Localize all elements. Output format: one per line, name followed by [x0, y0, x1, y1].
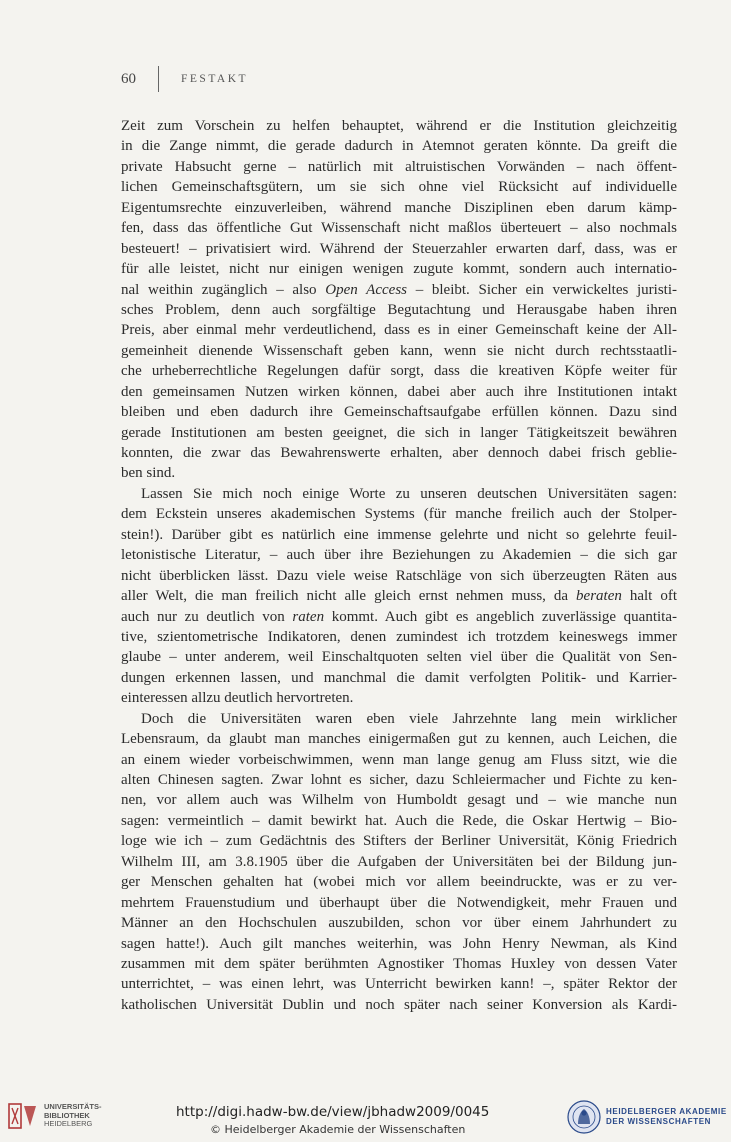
text-segment: ger Menschen gehalten hat (wobei mich vor allem beeindruckte, was er zu ver-: [121, 874, 677, 891]
academy-seal-icon: [566, 1099, 602, 1135]
ub-line-3: HEIDELBERG: [44, 1119, 93, 1129]
text-segment: alten Chinesen sagten. Zwar lohnt es sicher, dazu Schleiermacher und Fichte zu ken-: [121, 772, 677, 788]
text-line: [121, 668, 677, 688]
text-line: [121, 770, 677, 790]
text-segment: in die Zange nimmt, die gerade dadurch in Atemnot geraten könnte. Da greift die: [121, 138, 677, 155]
text-segment: an einem wieder vorbeischwimmen, wenn man lange genug am Fluss sitzt, wie die: [121, 751, 677, 768]
hadw-logo[interactable]: [566, 1099, 727, 1135]
text-segment: sagen: vermeintlich – damit bewirkt hat. Auch die Rede, die Oskar Hertwig – Bio-: [121, 812, 677, 829]
text-segment: für alle leistet, nicht nur einigen wenigen zugute kommt, sondern auch internatio-: [121, 261, 677, 278]
ub-line-1: UNIVERSITÄTS-: [44, 1102, 102, 1112]
text-segment: ben sind.: [121, 465, 176, 482]
text-segment: unterrichtet, – was einen lehrt, was Unterricht bewirken kann! –, später Rektor der: [121, 976, 677, 993]
text-segment: stein!). Darüber gibt es natürlich eine immense gelehrte und nicht so gelehrte feuil-: [121, 526, 677, 543]
text-line: [121, 545, 677, 565]
text-line: [121, 607, 677, 627]
text-line: [121, 627, 677, 647]
text-line: [121, 831, 677, 851]
text-line: [121, 586, 677, 606]
text-segment: besteuert! – privatisiert wird. Während der Steuerzahler erwarten darf, dass, was er: [121, 240, 677, 257]
text-segment: sagen hatte!). Auch gilt manches weiterhin, was John Henry Newman, als Kind: [121, 935, 677, 952]
italic-text: beraten: [576, 588, 622, 605]
text-line: [121, 218, 677, 238]
text-line: [121, 280, 677, 300]
text-line: [121, 116, 677, 136]
footer: [0, 1090, 731, 1142]
italic-text: Open Access: [325, 281, 407, 298]
text-segment: sches Problem, denn auch sorgfältige Begutachtung und Herausgabe haben ihren: [121, 301, 677, 318]
running-head: FESTAKT: [181, 73, 249, 85]
text-line: [121, 852, 677, 872]
text-segment: konnten, die zwar das Bewahrenswerte erhalten, aber dennoch dabei frisch geblie-: [121, 445, 677, 461]
text-line: [121, 811, 677, 831]
text-segment: dungen erkennen lassen, und manchmal die damit verfolgten Politik- und Karrier-: [121, 669, 677, 686]
text-line: [121, 954, 677, 974]
text-line: [121, 259, 677, 279]
text-line: [121, 198, 677, 218]
text-segment: Preis, aber einmal mehr verdeutlichend, dass es in einer Gemeinschaft keine der All-: [121, 322, 677, 339]
header-divider: [158, 66, 159, 92]
text-segment: private Habsucht gerne – natürlich mit altruistischen Vorwänden – nach öffent-: [121, 158, 677, 175]
text-segment: Lassen Sie mich noch einige Worte zu unseren deutschen Universitäten sagen:: [141, 485, 677, 502]
text-segment: gerade Institutionen am besten geeignet, die sich in langer Tätigkeitszeit bewähren: [121, 424, 677, 441]
permalink-url[interactable]: http://digi.hadw-bw.de/view/jbhadw2009/0045: [176, 1104, 490, 1120]
text-line: [121, 872, 677, 892]
text-line: [121, 361, 677, 381]
text-line: [121, 463, 677, 483]
text-line: [121, 709, 677, 729]
text-line: [121, 934, 677, 954]
text-segment: Eigentumsrechte einzuverleiben, während manche Disziplinen eben darum kämp-: [121, 199, 677, 216]
text-segment: Zeit zum Vorschein zu helfen behauptet, während er die Institution gleichzeitig: [121, 118, 677, 134]
italic-text: raten: [292, 608, 325, 625]
text-segment: Wilhelm III, am 3.8.1905 über die Aufgaben der Universitäten bei der Bildung jun-: [121, 853, 677, 870]
text-segment: Lebensraum, da glaubt man manches einigermaßen gut zu kennen, auch Leichen, die: [121, 731, 677, 748]
text-line: [121, 157, 677, 177]
text-segment: aller Welt, die man freilich nicht alle gleich ernst nehmen muss, da: [121, 588, 577, 605]
text-segment: lichen Gemeinschaftsgütern, um sie sich ohne viel Rücksicht auf individuelle: [121, 179, 677, 196]
hadw-logo-text: [606, 1107, 727, 1127]
text-line: [121, 995, 677, 1015]
text-segment: nen, vor allem auch was Wilhelm von Humboldt gesagt und – wie manche nun: [121, 792, 677, 809]
text-line: [121, 402, 677, 422]
text-segment: – bleibt. Sicher ein verwickeltes juristi-: [407, 281, 678, 298]
text-line: [121, 790, 677, 810]
ub-logo[interactable]: [8, 1102, 102, 1130]
text-line: [121, 893, 677, 913]
text-segment: bleiben und eben dadurch ihre Gemeinschaftsaufgabe erfüllen können. Dazu sind: [121, 404, 677, 421]
text-segment: loge wie ich – zum Gedächtnis des Stifters der Berliner Universität, König Friedrich: [121, 833, 677, 850]
text-segment: dem Eckstein unseres akademischen Systems (für manche freilich auch der Stolper-: [121, 506, 677, 523]
text-line: [121, 504, 677, 524]
text-segment: letonistische Literatur, – auch über ihre Beziehungen zu Akademien – die sich gar: [121, 547, 677, 564]
text-segment: kommt. Auch gibt es angeblich zuverlässige quantita-: [324, 608, 677, 625]
hadw-line-1: HEIDELBERGER AKADEMIE: [606, 1107, 727, 1116]
ub-line-2: BIBLIOTHEK: [44, 1110, 90, 1120]
body-text: [121, 116, 677, 1015]
text-line: [121, 750, 677, 770]
text-segment: Männer an den Hochschulen auszubilden, schon vor über einem Jahrhundert zu: [121, 915, 677, 932]
ub-logo-text: [44, 1103, 102, 1129]
text-segment: nal weithin zugänglich – also: [121, 281, 326, 298]
text-line: [121, 647, 677, 667]
text-line: [121, 484, 677, 504]
text-line: [121, 300, 677, 320]
text-segment: che urheberrechtliche Regelungen dafür sorgt, dass die kreativen Köpfe weiter für: [121, 363, 677, 380]
text-line: [121, 443, 677, 463]
text-segment: nicht überblicken lässt. Dazu viele weise Ratschläge von sich überzeugten Räten aus: [121, 567, 677, 584]
text-segment: gemeinheit dienende Wissenschaft geben kann, wenn sie nicht durch rechtsstaatli-: [121, 342, 677, 359]
copyright-notice: © Heidelberger Akademie der Wissenschaften: [210, 1123, 466, 1136]
text-line: [121, 566, 677, 586]
text-line: [121, 688, 677, 708]
text-line: [121, 525, 677, 545]
text-segment: Doch die Universitäten waren eben viele Jahrzehnte lang mein wirklicher: [141, 710, 677, 727]
text-segment: halt oft: [621, 588, 678, 605]
text-segment: mehrtem Frauenstudium und überhaupt über die Notwendigkeit, mehr Frauen und: [121, 894, 677, 911]
text-segment: glaube – unter anderem, weil Einschaltquoten selten viel über die Qualität von Sen-: [121, 649, 677, 666]
text-segment: zusammen mit dem später berühmten Agnostiker Thomas Huxley von dessen Vater: [121, 955, 677, 972]
hadw-line-2: DER WISSENSCHAFTEN: [606, 1117, 712, 1126]
text-segment: katholischen Universität Dublin und noch später nach seiner Konversion als Kardi-: [121, 996, 677, 1013]
page-number: 60: [121, 70, 136, 87]
text-segment: einteressen allzu deutlich hervortreten.: [121, 690, 354, 707]
text-segment: auch nur zu deutlich von: [121, 608, 293, 625]
university-library-icon: [8, 1102, 38, 1130]
text-line: [121, 382, 677, 402]
text-line: [121, 913, 677, 933]
text-line: [121, 320, 677, 340]
text-line: [121, 177, 677, 197]
text-line: [121, 136, 677, 156]
text-line: [121, 974, 677, 994]
text-line: [121, 729, 677, 749]
text-line: [121, 239, 677, 259]
text-segment: fen, dass das öffentliche Gut Wissenschaft nicht maßlos überteuert – also nochmals: [121, 220, 677, 237]
page-header: [121, 66, 248, 92]
text-segment: den gemeinsamen Nutzen wirken können, dabei aber auch ihre Institutionen intakt: [121, 383, 677, 400]
text-line: [121, 341, 677, 361]
text-segment: tive, szientometrische Indikatoren, denen zumindest ich trotzdem keineswegs immer: [121, 628, 677, 645]
text-line: [121, 423, 677, 443]
